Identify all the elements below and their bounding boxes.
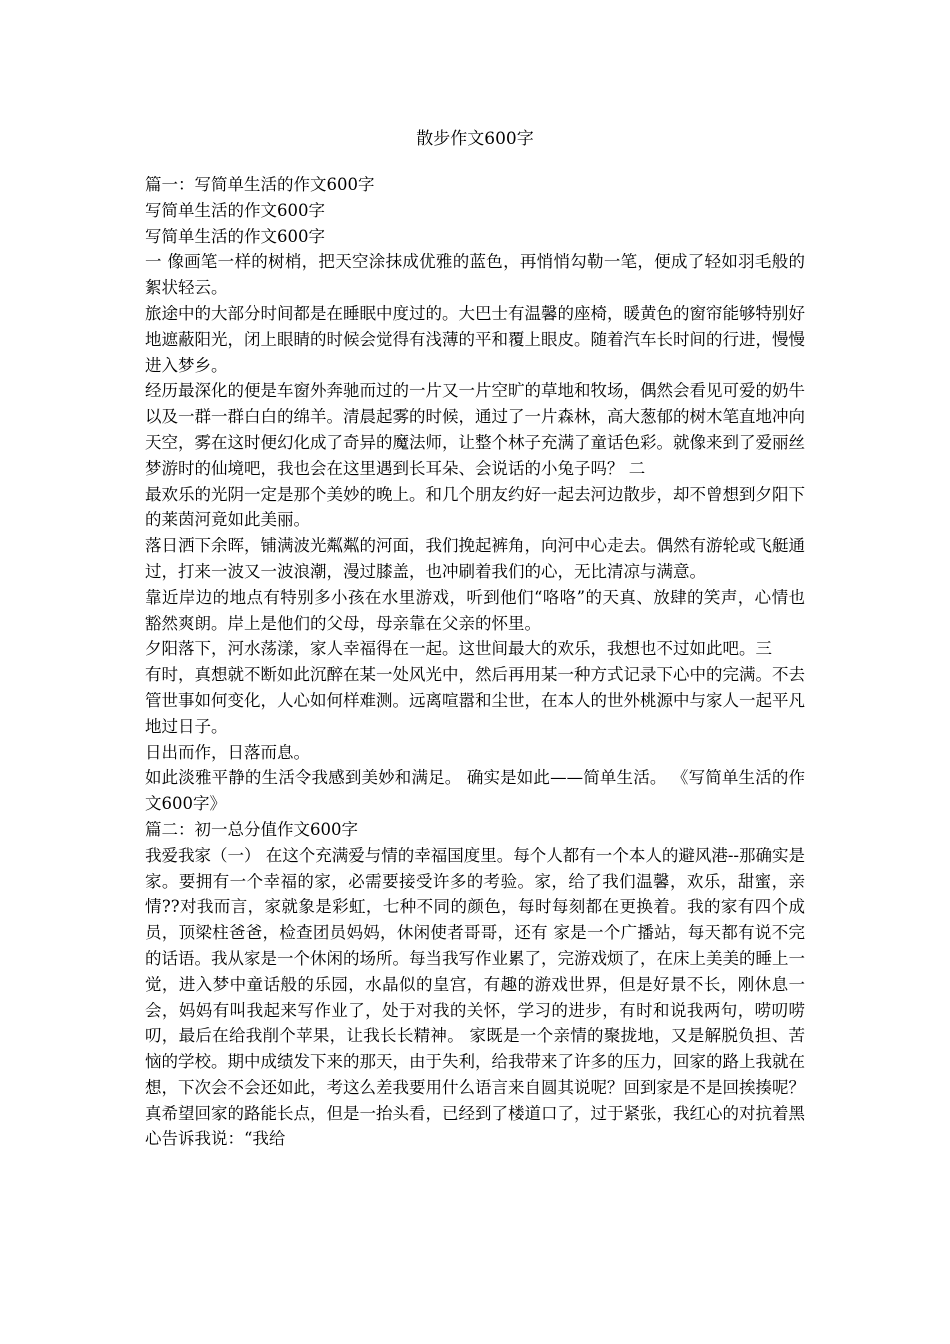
paragraph: 篇一：写简单生活的作文600字: [145, 175, 375, 194]
paragraph: 旅途中的大部分时间都是在睡眠中度过的。大巴士有温馨的座椅，暖黄色的窗帘能够特别好地遮蔽阳光，闭上眼睛的时候会觉得有浅薄的平和覆上眼皮。随着汽车长时间的行进，慢慢进入梦乡。: [145, 303, 805, 375]
paragraph: 写简单生活的作文600字: [145, 226, 325, 246]
paragraph: 夕阳落下，河水荡漾，家人幸福得在一起。这世间最大的欢乐，我想也不过如此吧。三: [145, 639, 772, 659]
paragraph: 我爱我家（一） 在这个充满爱与情的幸福国度里。每个人都有一个本人的避风港--那确实是家。要拥有一个幸福的家，必需要接受许多的考验。家，给了我们温馨，欢乐，甜蜜，亲情??对我而言，家就象是彩虹，七种不同的颜色，每时每刻都在更换着。我的家有四个成员，顶梁柱爸爸，检查团员妈妈，休闲使者哥哥，还有 家是一个广播站，每天都有说不完的话语。我从家是一个休闲的场所。每当我写作业累了，完游戏烦了，在床上美美的睡上一觉，进入梦中童话般的乐园，水晶似的皇宫，有趣的游戏世界，但是好景不长，刚休息一会，妈妈有叫我起来写作业了，处于对我的关怀，学习的进步，有时和说我两句，唠叨唠叨，最后在给我削个苹果，让我长长精神。 家既是一个亲情的聚拢地，又是解脱负担、苦恼的学校。期中成绩发下来的那天，由于失利，给我带来了许多的压力，回家的路上我就在想，下次会不会还如此，考这么差我要用什么语言来自圆其说呢？回到家是不是回挨揍呢？真希望回家的路能长点，但是一抬头看，已经到了楼道口了，过于紧张，我红心的对抗着黑心告诉我说：“我给: [145, 845, 805, 1149]
document-title: 散步作文600字: [416, 129, 534, 149]
paragraph: 日出而作，日落而息。: [145, 742, 310, 762]
document-body: [145, 172, 805, 1152]
paragraph: 一 像画笔一样的树梢，把天空涂抹成优雅的蓝色，再悄悄勾勒一笔，便成了轻如羽毛般的絮状轻云。: [145, 252, 805, 298]
paragraph: 写简单生活的作文600字: [145, 200, 325, 220]
paragraph: 最欢乐的光阴一定是那个美妙的晚上。和几个朋友约好一起去河边散步，却不曾想到夕阳下的莱茵河竟如此美丽。: [145, 484, 805, 530]
paragraph: 有时，真想就不断如此沉醉在某一处风光中，然后再用某一种方式记录下心中的完满。不去管世事如何变化，人心如何样难测。远离喧嚣和尘世，在本人的世外桃源中与家人一起平凡地过日子。: [145, 665, 805, 736]
paragraph: 靠近岸边的地点有特别多小孩在水里游戏，听到他们“咯咯”的天真、放肆的笑声，心情也豁然爽朗。岸上是他们的父母，母亲靠在父亲的怀里。: [145, 587, 805, 633]
paragraph: 经历最深化的便是车窗外奔驰而过的一片又一片空旷的草地和牧场，偶然会看见可爱的奶牛以及一群一群白白的绵羊。清晨起雾的时候，通过了一片森林，高大葱郁的树木笔直地冲向天空，雾在这时便幻化成了奇异的魔法师，让整个林子充满了童话色彩。就像来到了爱丽丝梦游时的仙境吧，我也会在这里遇到长耳朵、会说话的小兔子吗？ 二: [145, 381, 805, 478]
paragraph: 落日洒下余晖，铺满波光粼粼的河面，我们挽起裤角，向河中心走去。偶然有游轮或飞艇通过，打来一波又一波浪潮，漫过膝盖，也冲刷着我们的心，无比清凉与满意。: [145, 536, 805, 581]
section-heading: 篇二：初一总分值作文600字: [145, 819, 358, 839]
paragraph: 如此淡雅平静的生活令我感到美妙和满足。 确实是如此——简单生活。 《写简单生活的作文600字》: [145, 768, 805, 814]
